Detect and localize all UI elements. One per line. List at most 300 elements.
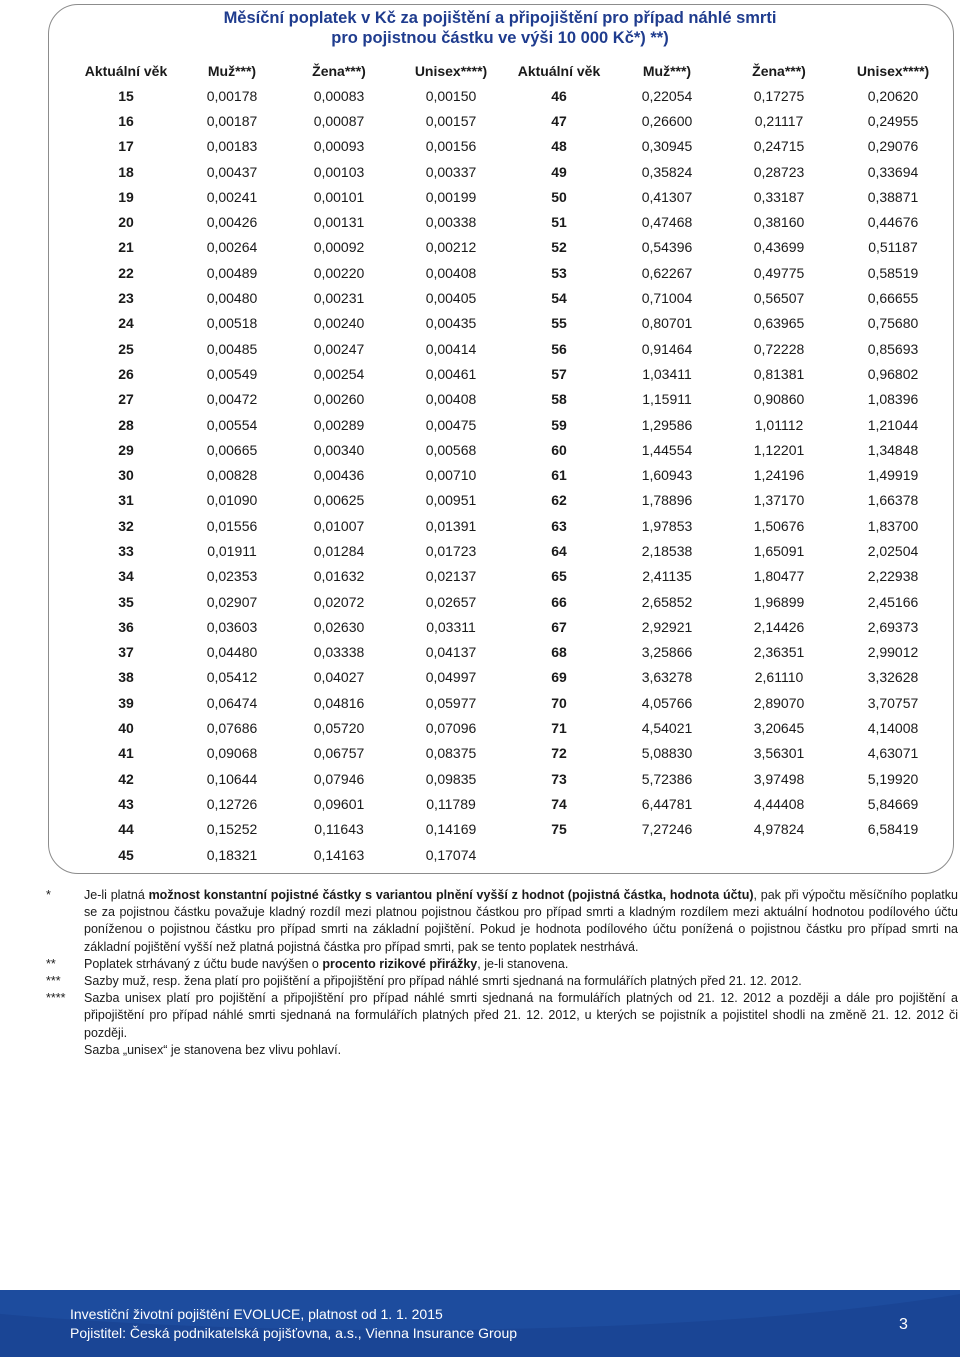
rate-cell: 2,45166 <box>867 593 919 610</box>
age-cell: 40 <box>118 720 134 737</box>
table-row <box>74 817 954 842</box>
rate-cell: 0,00199 <box>425 188 477 205</box>
rate-cell: 5,19920 <box>867 770 919 787</box>
column-header: Žena***) <box>312 63 366 79</box>
rate-cell: 0,00083 <box>313 87 365 104</box>
table-row <box>74 538 954 563</box>
rate-cell: 0,02353 <box>206 568 258 585</box>
rate-cell: 0,00092 <box>313 239 365 256</box>
rate-cell: 5,72386 <box>641 770 693 787</box>
rate-cell: 0,38871 <box>867 188 919 205</box>
footer-insurer-line: Pojistitel: Česká podnikatelská pojišťovna, a.s., Vienna Insurance Group <box>70 1325 518 1341</box>
page-number: 3 <box>899 1316 908 1333</box>
age-cell: 65 <box>551 568 567 585</box>
rate-cell: 0,44676 <box>867 214 919 231</box>
age-cell: 25 <box>118 340 134 357</box>
rate-cell: 0,43699 <box>753 239 805 256</box>
rate-cell: 0,00518 <box>206 315 258 332</box>
footnote-text <box>84 990 958 1042</box>
rate-cell: 4,14008 <box>867 720 919 737</box>
footnote-text <box>84 887 958 956</box>
table-row <box>74 209 954 234</box>
age-cell: 55 <box>551 315 567 332</box>
rate-cell: 1,15911 <box>642 391 692 408</box>
rate-cell: 0,07096 <box>425 720 477 737</box>
rate-cell: 0,00131 <box>313 214 365 231</box>
title-line-2: pro pojistnou částku ve výši 10 000 Kč*) **) <box>331 29 669 47</box>
rate-cell: 3,97498 <box>753 770 805 787</box>
rate-cell <box>608 842 726 867</box>
age-cell <box>510 842 608 867</box>
rate-cell: 0,01632 <box>313 568 365 585</box>
rate-cell: 0,00408 <box>425 264 477 281</box>
rate-cell: 4,97824 <box>753 821 805 838</box>
rate-cell: 0,00157 <box>425 112 477 129</box>
rate-cell: 1,34848 <box>867 441 919 458</box>
rate-cell: 0,00178 <box>206 87 258 104</box>
rate-cell <box>726 842 832 867</box>
rate-cell: 5,84669 <box>867 795 919 812</box>
rate-cell: 2,69373 <box>867 618 919 635</box>
rate-cell: 0,00436 <box>313 467 365 484</box>
rate-cell: 1,83700 <box>867 517 919 534</box>
table-row <box>74 665 954 690</box>
table-row <box>74 159 954 184</box>
rate-cell: 0,00103 <box>313 163 365 180</box>
rate-cell: 0,00183 <box>206 138 258 155</box>
rate-cell: 0,09835 <box>425 770 477 787</box>
age-cell: 21 <box>118 239 134 256</box>
age-cell: 23 <box>118 290 134 307</box>
rate-cell: 2,92921 <box>641 618 693 635</box>
rate-cell: 0,33187 <box>753 188 805 205</box>
age-cell: 64 <box>551 542 567 559</box>
rate-cell: 3,63278 <box>641 669 693 686</box>
age-cell: 53 <box>551 264 567 281</box>
rate-cell: 4,05766 <box>641 694 693 711</box>
rate-cell: 0,00951 <box>425 492 477 509</box>
age-cell: 44 <box>118 821 134 838</box>
rate-cell: 6,44781 <box>641 795 693 812</box>
age-cell: 31 <box>118 492 134 509</box>
age-cell: 48 <box>551 138 567 155</box>
age-cell: 27 <box>118 391 134 408</box>
rate-cell: 0,21117 <box>754 112 804 129</box>
rate-cell: 0,02072 <box>313 593 365 610</box>
rate-cell: 0,06474 <box>206 694 258 711</box>
rate-cell: 0,00665 <box>206 441 258 458</box>
rate-cell: 2,22938 <box>867 568 919 585</box>
rate-cell: 0,00150 <box>425 87 477 104</box>
age-cell: 30 <box>118 467 134 484</box>
rate-cell: 0,00472 <box>206 391 258 408</box>
rate-cell: 1,21044 <box>867 416 919 433</box>
rate-cell: 0,20620 <box>867 87 919 104</box>
rate-cell: 0,03603 <box>206 618 258 635</box>
table-row <box>74 741 954 766</box>
rate-cell: 0,96802 <box>867 365 919 382</box>
age-cell: 32 <box>118 517 134 534</box>
table-row <box>74 842 954 867</box>
column-header: Unisex****) <box>414 63 488 79</box>
rate-cell: 0,02137 <box>425 568 477 585</box>
rate-cell: 0,14169 <box>425 821 477 838</box>
rate-cell: 0,00414 <box>425 340 477 357</box>
rate-cell: 0,02630 <box>313 618 365 635</box>
rate-cell: 0,56507 <box>753 290 805 307</box>
rate-cell: 0,00231 <box>313 290 365 307</box>
rate-cell: 0,05412 <box>206 669 258 686</box>
table-header-row <box>74 59 954 83</box>
rate-cell: 0,51187 <box>868 239 918 256</box>
rate-cell: 0,00260 <box>313 391 365 408</box>
rate-cell: 0,09068 <box>206 745 258 762</box>
rate-cell: 1,49919 <box>867 467 919 484</box>
rate-cell: 0,28723 <box>753 163 805 180</box>
rate-cell: 0,00289 <box>313 416 365 433</box>
rate-cell: 0,00241 <box>206 188 258 205</box>
rate-cell: 0,85693 <box>867 340 919 357</box>
age-cell: 61 <box>551 467 567 484</box>
age-cell: 28 <box>118 416 134 433</box>
rate-cell: 0,04816 <box>313 694 365 711</box>
rate-cell: 0,00437 <box>206 163 258 180</box>
footnote <box>46 973 958 990</box>
rate-cell: 2,41135 <box>642 568 692 585</box>
age-cell: 66 <box>551 593 567 610</box>
rate-cell: 0,63965 <box>753 315 805 332</box>
rate-cell: 0,11643 <box>314 821 364 838</box>
footnote-emphasis: procento rizikové přirážky <box>322 956 478 971</box>
footnote-mark <box>46 1042 84 1059</box>
rate-cell: 1,60943 <box>641 467 693 484</box>
rate-cell: 0,02907 <box>206 593 258 610</box>
rate-cell: 0,01911 <box>207 542 257 559</box>
table-row <box>74 791 954 816</box>
rate-cell: 2,14426 <box>753 618 805 635</box>
age-cell: 73 <box>551 770 567 787</box>
rate-cell: 3,20645 <box>753 720 805 737</box>
rate-cell: 0,24955 <box>867 112 919 129</box>
footnote-mark: * <box>46 888 51 902</box>
table-row <box>74 336 954 361</box>
footnote-mark: **** <box>46 991 66 1006</box>
footnote-text-part: Poplatek strhávaný z účtu bude navýšen o <box>84 956 323 971</box>
rate-cell: 0,03338 <box>313 644 365 661</box>
rate-cell: 0,81381 <box>753 365 805 382</box>
rate-cell: 0,04480 <box>206 644 258 661</box>
age-cell: 33 <box>118 542 134 559</box>
rate-cell: 1,97853 <box>641 517 693 534</box>
rate-cell: 0,00240 <box>313 315 365 332</box>
rate-cell: 0,00828 <box>206 467 258 484</box>
rate-cell: 0,06757 <box>313 745 365 762</box>
column-header: Muž***) <box>207 63 257 79</box>
table-row <box>74 513 954 538</box>
age-cell: 71 <box>551 720 567 737</box>
rate-cell: 0,12726 <box>206 795 258 812</box>
rate-cell: 4,44408 <box>753 795 805 812</box>
table-row <box>74 260 954 285</box>
rate-cell: 1,65091 <box>753 542 805 559</box>
age-cell: 51 <box>551 214 567 231</box>
footnote <box>46 1042 958 1059</box>
table-row <box>74 83 954 108</box>
rate-cell: 1,80477 <box>753 568 805 585</box>
age-cell: 72 <box>551 745 567 762</box>
rate-cell: 0,00568 <box>425 441 477 458</box>
rate-cell: 0,00489 <box>206 264 258 281</box>
age-cell: 26 <box>118 365 134 382</box>
footnote-text <box>84 973 958 990</box>
rate-cell: 0,00485 <box>206 340 258 357</box>
table-row <box>74 766 954 791</box>
rate-cell: 0,91464 <box>641 340 693 357</box>
rate-cell: 1,29586 <box>641 416 693 433</box>
rate-cell: 0,00247 <box>313 340 365 357</box>
title-line-1: Měsíční poplatek v Kč za pojištění a připojištění pro případ náhlé smrti <box>223 9 777 27</box>
age-cell: 68 <box>551 644 567 661</box>
footnote <box>46 990 958 1042</box>
column-header: Aktuální věk <box>84 63 168 79</box>
table-row <box>74 437 954 462</box>
rate-cell: 0,00254 <box>313 365 365 382</box>
rate-cell: 0,04027 <box>313 669 365 686</box>
table-row <box>74 184 954 209</box>
age-cell: 29 <box>118 441 134 458</box>
rate-cell: 0,66655 <box>867 290 919 307</box>
age-cell: 37 <box>118 644 134 661</box>
rate-cell: 0,00340 <box>313 441 365 458</box>
column-header: Unisex****) <box>856 63 930 79</box>
footnote <box>46 956 958 973</box>
rate-cell: 0,02657 <box>425 593 477 610</box>
rate-cell: 0,00625 <box>313 492 365 509</box>
table-row <box>74 589 954 614</box>
page-footer <box>0 1290 960 1357</box>
rate-cell: 2,36351 <box>753 644 805 661</box>
rate-cell: 0,00475 <box>425 416 477 433</box>
footnote-mark: ** <box>46 956 56 971</box>
rate-cell: 1,37170 <box>753 492 805 509</box>
age-cell: 20 <box>118 214 134 231</box>
rate-cell: 0,62267 <box>641 264 693 281</box>
footnote-text-part: Sazba unisex platí pro pojištění a připojištění pro případ náhlé smrti sjednaná na formulářích platných od 21. 12. 2012 a později a dále pro pojištění a připojištění pro případ náhlé smrti sjednaná na formulářích platných před 21. 12. 2012, u kterých se pojistník a pojistitel shodli na změně 21. 12. 2012 či později. <box>84 991 958 1040</box>
rate-cell: 1,03411 <box>642 365 692 382</box>
age-cell: 41 <box>118 745 134 762</box>
rate-cell: 0,00405 <box>425 290 477 307</box>
rate-cell: 0,22054 <box>641 87 693 104</box>
rate-cell: 0,00101 <box>313 188 365 205</box>
table-row <box>74 488 954 513</box>
rate-cell: 0,29076 <box>867 138 919 155</box>
footnotes <box>46 887 958 1059</box>
rate-cell: 0,00093 <box>313 138 365 155</box>
rate-cell: 0,07686 <box>206 720 258 737</box>
table-row <box>74 462 954 487</box>
rate-cell: 0,75680 <box>867 315 919 332</box>
table-row <box>74 285 954 310</box>
age-cell: 43 <box>118 795 134 812</box>
rate-cell: 0,01284 <box>313 542 365 559</box>
rate-cell: 0,01090 <box>206 492 258 509</box>
age-cell: 47 <box>551 112 567 129</box>
rate-cell: 1,44554 <box>641 441 693 458</box>
footnote-text <box>84 956 958 973</box>
rate-cell: 0,00220 <box>313 264 365 281</box>
table-row <box>74 311 954 336</box>
rate-cell: 0,54396 <box>641 239 693 256</box>
rate-cell: 1,96899 <box>753 593 805 610</box>
rate-cell: 0,05977 <box>425 694 477 711</box>
rate-cell: 0,14163 <box>313 846 365 863</box>
rate-cell: 1,50676 <box>753 517 805 534</box>
age-cell: 70 <box>551 694 567 711</box>
age-cell: 50 <box>551 188 567 205</box>
rate-cell: 0,80701 <box>641 315 693 332</box>
age-cell: 57 <box>551 365 567 382</box>
age-cell: 58 <box>551 391 567 408</box>
rate-cell: 6,58419 <box>867 821 919 838</box>
rate-cell: 2,02504 <box>867 542 919 559</box>
rate-cell: 0,71004 <box>641 290 693 307</box>
table-row <box>74 690 954 715</box>
table-row <box>74 387 954 412</box>
rate-cell: 2,65852 <box>641 593 693 610</box>
age-cell: 75 <box>551 821 567 838</box>
rate-cell: 1,78896 <box>641 492 693 509</box>
column-header: Muž***) <box>642 63 692 79</box>
age-cell: 18 <box>118 163 134 180</box>
age-cell: 46 <box>551 87 567 104</box>
footnote-mark: *** <box>46 974 61 989</box>
rate-cell: 1,08396 <box>867 391 919 408</box>
table-row <box>74 564 954 589</box>
table-row <box>74 715 954 740</box>
rate-cell: 3,56301 <box>753 745 805 762</box>
rate-cell: 0,00187 <box>206 112 258 129</box>
age-cell: 67 <box>551 618 567 635</box>
table-row <box>74 134 954 159</box>
rate-cell: 0,17074 <box>425 846 477 863</box>
rate-cell: 0,41307 <box>641 188 693 205</box>
rate-cell: 1,24196 <box>753 467 805 484</box>
age-cell: 74 <box>551 795 567 812</box>
rate-cell: 0,47468 <box>641 214 693 231</box>
rate-cell: 0,01007 <box>313 517 365 534</box>
rate-cell: 4,63071 <box>867 745 919 762</box>
footnote-text-part: , pak při výpočtu měsíčního poplatku se za pojistnou částku považuje kladný rozdíl mezi platnou pojistnou částkou pro případ smrti a kladným rozdílem mezi aktuální hodnotou podílového účtu poníženou o pojistnou částku pro případ smrti na základní pojištění. Pokud je hodnota podílového účtu ponížená o pojistnou částku pro případ smrti na základní pojištění vyšší než platná pojistná částka pro případ smrti, pak se tento poplatek nestrhává. <box>84 888 958 954</box>
rate-cell: 0,00212 <box>425 239 477 256</box>
rate-cell: 2,61110 <box>754 669 804 686</box>
rates-table <box>74 59 954 867</box>
rate-cell: 7,27246 <box>641 821 693 838</box>
rate-cell: 0,01723 <box>425 542 477 559</box>
age-cell: 24 <box>118 315 134 332</box>
age-cell: 38 <box>118 669 134 686</box>
age-cell: 42 <box>118 770 134 787</box>
rate-cell: 1,12201 <box>753 441 805 458</box>
rate-cell: 0,00554 <box>206 416 258 433</box>
age-cell: 22 <box>118 264 134 281</box>
rate-cell: 0,03311 <box>426 618 476 635</box>
footnote-text-part: , je-li stanovena. <box>477 956 569 971</box>
rate-cell: 2,89070 <box>753 694 805 711</box>
rate-cell: 0,07946 <box>313 770 365 787</box>
footnote <box>46 887 958 956</box>
rate-cell: 2,18538 <box>641 542 693 559</box>
rate-cell: 0,00480 <box>206 290 258 307</box>
footnote-text-part: Sazby muž, resp. žena platí pro pojištění a připojištění pro případ náhlé smrti sjednaná na formulářích platných před 21. 12. 2012. <box>84 974 802 989</box>
table-row <box>74 361 954 386</box>
footnote-text <box>84 1042 958 1059</box>
rate-cell: 0,01391 <box>425 517 477 534</box>
age-cell: 17 <box>118 138 134 155</box>
rate-cell: 3,25866 <box>641 644 693 661</box>
age-cell: 56 <box>551 340 567 357</box>
rate-cell: 0,49775 <box>753 264 805 281</box>
age-cell: 36 <box>118 618 134 635</box>
footnote-text-part: Sazba „unisex“ je stanovena bez vlivu pohlaví. <box>84 1042 342 1057</box>
rate-cell: 2,99012 <box>867 644 919 661</box>
age-cell: 16 <box>118 112 134 129</box>
rate-cell: 0,00461 <box>425 365 477 382</box>
rate-cell: 0,01556 <box>206 517 258 534</box>
table-row <box>74 614 954 639</box>
rate-cell: 0,00337 <box>425 163 477 180</box>
table-row <box>74 640 954 665</box>
age-cell: 54 <box>551 290 567 307</box>
age-cell: 59 <box>551 416 567 433</box>
age-cell: 49 <box>551 163 567 180</box>
rate-cell: 0,26600 <box>641 112 693 129</box>
footnote-emphasis: možnost konstantní pojistné částky s variantou plnění vyšší z hodnot (pojistná částka, hodnota účtu) <box>148 888 754 902</box>
rate-cell: 0,08375 <box>425 745 477 762</box>
age-cell: 45 <box>118 846 134 863</box>
rate-cell: 0,04137 <box>425 644 477 661</box>
rate-cell: 0,58519 <box>867 264 919 281</box>
rate-cell: 0,00264 <box>206 239 258 256</box>
rate-cell: 0,30945 <box>641 138 693 155</box>
table-row <box>74 412 954 437</box>
rate-cell: 0,15252 <box>206 821 258 838</box>
rate-cell: 0,11789 <box>426 795 476 812</box>
age-cell: 19 <box>118 188 134 205</box>
age-cell: 69 <box>551 669 567 686</box>
rate-cell: 0,00408 <box>425 391 477 408</box>
rate-cell: 3,32628 <box>867 669 919 686</box>
rate-cell: 0,10644 <box>206 770 258 787</box>
age-cell: 60 <box>551 441 567 458</box>
rate-cell <box>832 842 954 867</box>
age-cell: 15 <box>118 87 134 104</box>
rate-cell: 0,00338 <box>425 214 477 231</box>
rate-cell: 0,00426 <box>206 214 258 231</box>
rate-cell: 0,05720 <box>313 720 365 737</box>
age-cell: 52 <box>551 239 567 256</box>
rate-cell: 0,24715 <box>753 138 805 155</box>
age-cell: 62 <box>551 492 567 509</box>
rate-cell: 0,18321 <box>206 846 258 863</box>
age-cell: 39 <box>118 694 134 711</box>
rate-cell: 0,33694 <box>867 163 919 180</box>
rate-cell: 0,38160 <box>753 214 805 231</box>
rate-cell: 0,00087 <box>313 112 365 129</box>
rate-cell: 0,72228 <box>753 340 805 357</box>
table-body <box>74 83 954 867</box>
rate-cell: 0,00435 <box>425 315 477 332</box>
rate-cell: 5,08830 <box>641 745 693 762</box>
